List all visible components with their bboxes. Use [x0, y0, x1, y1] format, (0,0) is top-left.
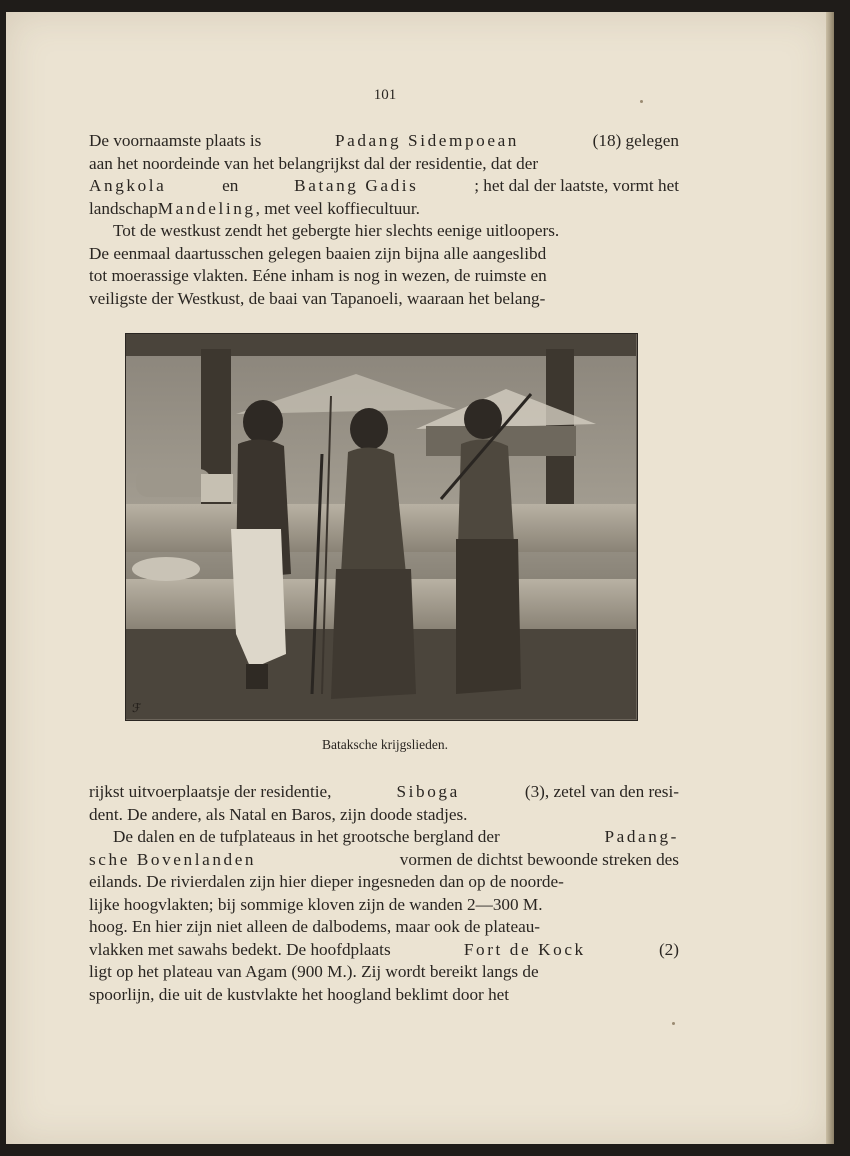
text-line: De dalen en de tufplateaus in het grootsche bergland der Padang-: [89, 826, 679, 849]
text-line: veiligste der Westkust, de baai van Tapanoeli, waaraan het belang-: [89, 288, 546, 308]
page-edge: [826, 12, 834, 1144]
text-line: tot moerassige vlakten. Eéne inham is nog in wezen, de ruimste en: [89, 266, 547, 285]
paragraph-top: [89, 130, 679, 310]
text-line: eilands. De rivierdalen zijn hier dieper ingesneden dan op de noorde-: [89, 872, 564, 891]
photo-caption: Bataksche krijgslieden.: [322, 737, 448, 752]
spaced-place-name: Siboga: [396, 782, 460, 801]
text-line: aan het noordeinde van het belangrijkst dal der residentie, dat der: [89, 153, 539, 173]
spaced-place-name: Fort de Kock: [463, 939, 586, 959]
text-line: lijke hoogvlakten; bij sommige kloven zijn de wanden 2—300 M.: [89, 894, 543, 914]
photo-illustration: [126, 334, 636, 719]
text-line: spoorlijn, die uit de kustvlakte het hoogland beklimt door het: [89, 984, 510, 1004]
photograph-batak-warriors: [125, 333, 638, 721]
paper-speck: [672, 1022, 675, 1025]
text-line: ligt op het plateau van Agam (900 M.). Zij wordt bereikt langs de: [89, 962, 539, 981]
spaced-place-name: Batang Gadis: [294, 176, 419, 195]
text-line: Tot de westkust zendt het gebergte hier slechts eenige uitloopers.: [113, 221, 560, 240]
text-line: Angkola en Batang Gadis ; het dal der laatste, vormt het: [89, 175, 679, 198]
text-line: hoog. En hier zijn niet alleen de dalbodems, maar ook de plateau-: [89, 917, 541, 936]
spaced-place-name: Mandeling: [157, 198, 256, 218]
text-line: landschap Mandeling , met veel koffiecultuur.: [89, 198, 679, 221]
text-line: rijkst uitvoerplaatsje der residentie, Siboga (3), zetel van den resi-: [89, 781, 679, 804]
page-number: 101: [373, 87, 397, 103]
text-line: De eenmaal daartusschen gelegen baaien zijn bijna alle aangeslibd: [89, 243, 547, 263]
text-line: De voornaamste plaats is Padang Sidempoean (18) gelegen: [89, 130, 679, 153]
text-line: sche Bovenlanden vormen de dichtst bewoonde streken des: [89, 849, 679, 872]
spaced-place-name: Padang Sidempoean: [334, 131, 519, 150]
photo-monogram: ℱ: [132, 701, 142, 715]
spaced-place-name: sche Bovenlanden: [89, 849, 257, 869]
spaced-place-name: Padang-: [604, 827, 679, 846]
text-line: vlakken met sawahs bedekt. De hoofdplaats Fort de Kock (2): [89, 939, 679, 962]
paper-speck: [640, 100, 643, 103]
spaced-place-name: Angkola: [89, 176, 167, 195]
text-line: dent. De andere, als Natal en Baros, zijn doode stadjes.: [89, 804, 468, 824]
paragraph-bottom: [89, 781, 679, 1006]
